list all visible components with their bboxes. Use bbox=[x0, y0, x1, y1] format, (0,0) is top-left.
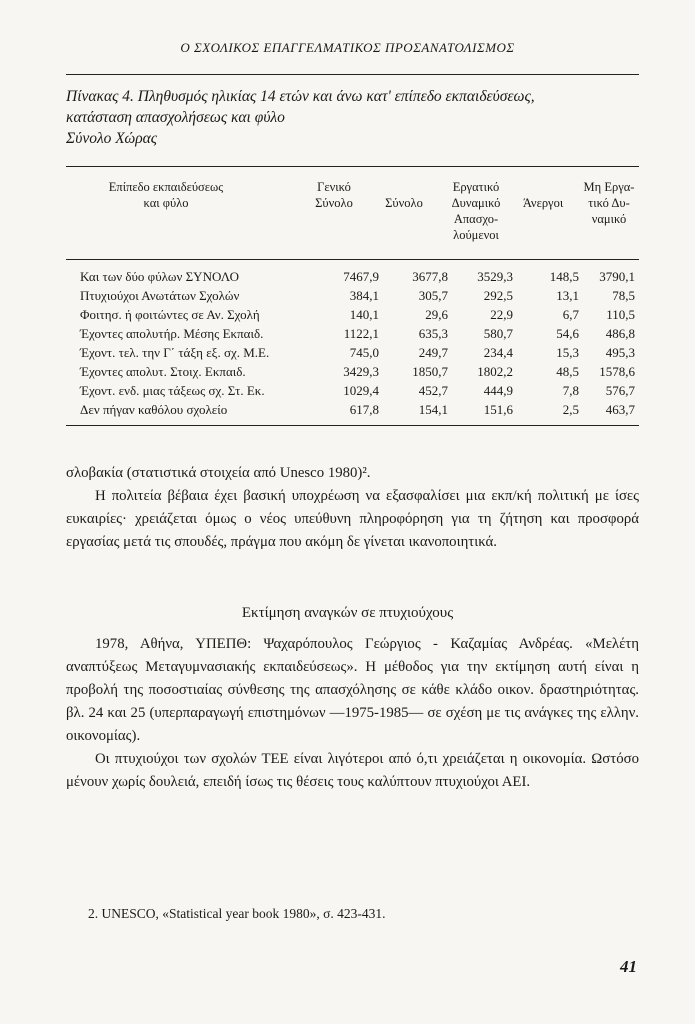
cell-non-labor: 3790,1 bbox=[599, 269, 635, 284]
table-bottom-rule bbox=[66, 425, 639, 426]
cell-total: 452,7 bbox=[418, 383, 448, 398]
cell-non-labor: 463,7 bbox=[605, 402, 635, 417]
paragraph: 1978, Αθήνα, ΥΠΕΠΘ: Ψαχαρόπουλος Γεώργιος - Καζαμίας Ανδρέας. «Μελέτη αναπτύξεως Μεταγυμνασιακής εκπαιδεύσεως». Η μέθοδος για την εκτίμηση αυτή είναι η προβολή της ποσοστιαίας σύνθεσης της απασχόλησης σε κάθε κλάδο οικον. δραστηριότητας. βλ. 24 και 25 (υπερπαραγωγή επιστημόνων —1975-1985— σε σχέση με τις ανάγκες της ελλην. οικονομίας). bbox=[66, 636, 639, 744]
cell-unemployed: 13,1 bbox=[556, 288, 579, 303]
table-row bbox=[66, 326, 639, 343]
cell-general-total: 3429,3 bbox=[343, 364, 379, 379]
row-label: Πτυχιούχοι Ανωτάτων Σχολών bbox=[80, 288, 240, 303]
column-header-employed bbox=[436, 179, 516, 243]
cell-non-labor: 576,7 bbox=[605, 383, 635, 398]
row-label: Έχοντες απολυτήρ. Μέσης Εκπαιδ. bbox=[80, 326, 264, 341]
cell-employed: 151,6 bbox=[483, 402, 513, 417]
cell-general-total: 745,0 bbox=[349, 345, 379, 360]
cell-employed: 234,4 bbox=[483, 345, 513, 360]
table-row bbox=[66, 402, 639, 419]
table-row bbox=[66, 364, 639, 381]
column-header-line: τικό Δυ- bbox=[588, 196, 630, 210]
body-text-bottom bbox=[66, 633, 639, 794]
cell-general-total: 1029,4 bbox=[343, 383, 379, 398]
row-label: Έχοντ. ενδ. μιας τάξεως σχ. Στ. Εκ. bbox=[80, 383, 265, 398]
table-caption bbox=[66, 86, 646, 149]
header-rule bbox=[66, 74, 639, 75]
paragraph: Οι πτυχιούχοι των σχολών ΤΕΕ είναι λιγότεροι από ό,τι χρειάζεται η οικονομία. Ωστόσο μένουν χωρίς δουλειά, επειδή ίσως τις θέσεις τους καλύπτουν πτυχιούχοι ΑΕΙ. bbox=[66, 751, 639, 790]
cell-total: 154,1 bbox=[418, 402, 448, 417]
table-header-rule bbox=[66, 259, 639, 260]
column-header-line: Μη Εργα- bbox=[583, 180, 635, 194]
table-row bbox=[66, 383, 639, 400]
table-row bbox=[66, 288, 639, 305]
cell-total: 29,6 bbox=[425, 307, 448, 322]
column-header-non-labor bbox=[571, 179, 647, 227]
cell-general-total: 384,1 bbox=[349, 288, 379, 303]
column-header-general-total bbox=[298, 179, 370, 211]
cell-non-labor: 110,5 bbox=[606, 307, 635, 322]
body-text-top bbox=[66, 462, 639, 554]
table-caption-line: κατάσταση απασχολήσεως και φύλο bbox=[66, 109, 285, 126]
cell-total: 3677,8 bbox=[412, 269, 448, 284]
column-header-line: Δυναμικό bbox=[451, 196, 501, 210]
paragraph: σλοβακία (στατιστικά στοιχεία από Unesco 1980)². bbox=[66, 465, 371, 481]
table-caption-line: Πίνακας 4. Πληθυσμός ηλικίας 14 ετών και άνω κατ' επίπεδο εκπαιδεύσεως, bbox=[66, 88, 535, 105]
column-header-line: Σύνολο bbox=[315, 196, 353, 210]
running-head: Ο ΣΧΟΛΙΚΟΣ ΕΠΑΓΓΕΛΜΑΤΙΚΟΣ ΠΡΟΣΑΝΑΤΟΛΙΣΜΟΣ bbox=[180, 40, 515, 55]
row-label: Δεν πήγαν καθόλου σχολείο bbox=[80, 402, 228, 417]
cell-total: 305,7 bbox=[418, 288, 448, 303]
cell-unemployed: 7,8 bbox=[562, 383, 579, 398]
column-header-line: ναμικό bbox=[591, 212, 627, 226]
cell-unemployed: 2,5 bbox=[562, 402, 579, 417]
cell-employed: 22,9 bbox=[490, 307, 513, 322]
cell-unemployed: 54,6 bbox=[556, 326, 579, 341]
row-label: Έχοντ. τελ. την Γ΄ τάξη εξ. σχ. Μ.Ε. bbox=[80, 345, 270, 360]
column-header-line: και φύλο bbox=[143, 196, 189, 210]
row-label: Έχοντες απολυτ. Στοιχ. Εκπαιδ. bbox=[80, 364, 246, 379]
cell-employed: 3529,3 bbox=[477, 269, 513, 284]
cell-general-total: 1122,1 bbox=[343, 326, 379, 341]
cell-general-total: 617,8 bbox=[349, 402, 379, 417]
table-row bbox=[66, 307, 639, 324]
column-header-unemployed bbox=[508, 195, 578, 211]
cell-non-labor: 486,8 bbox=[605, 326, 635, 341]
cell-total: 249,7 bbox=[418, 345, 448, 360]
footnote: 2. UNESCO, «Statistical year book 1980», σ. 423-431. bbox=[88, 906, 386, 921]
cell-total: 1850,7 bbox=[412, 364, 448, 379]
cell-non-labor: 1578,6 bbox=[599, 364, 635, 379]
cell-unemployed: 15,3 bbox=[556, 345, 579, 360]
cell-employed: 580,7 bbox=[483, 326, 513, 341]
cell-general-total: 140,1 bbox=[349, 307, 379, 322]
column-header-line: Εργατικό bbox=[452, 180, 500, 194]
row-label: Και των δύο φύλων ΣΥΝΟΛΟ bbox=[80, 269, 240, 284]
paragraph: Η πολιτεία βέβαια έχει βασική υποχρέωση να εξασφαλίσει μια εκπ/κή πολιτική με ίσες ευκαιρίες· χρειάζεται όμως ο νέος υπεύθυνη πληροφόρηση για τη ζήτηση και προσφορά εργασίας μετά τις σπουδές, πράγμα που ακόμη δε γίνεται ικανοποιητικά. bbox=[66, 488, 639, 550]
column-header-line: Άνεργοι bbox=[522, 196, 564, 210]
row-label: Φοιτησ. ή φοιτώντες σε Αν. Σχολή bbox=[80, 307, 260, 322]
column-header-line: Σύνολο bbox=[385, 196, 423, 210]
cell-general-total: 7467,9 bbox=[343, 269, 379, 284]
column-header-level bbox=[66, 179, 266, 211]
section-heading: Εκτίμηση αναγκών σε πτυχιούχους bbox=[241, 605, 454, 621]
cell-total: 635,3 bbox=[418, 326, 448, 341]
page-number: 41 bbox=[620, 957, 637, 976]
column-header-line: Γενικό bbox=[317, 180, 351, 194]
column-header-line: Επίπεδο εκπαιδεύσεως bbox=[108, 180, 224, 194]
column-header-line: λούμενοι bbox=[453, 228, 499, 242]
table-top-rule bbox=[66, 166, 639, 167]
cell-non-labor: 78,5 bbox=[612, 288, 635, 303]
cell-non-labor: 495,3 bbox=[605, 345, 635, 360]
column-header-total bbox=[370, 195, 438, 211]
cell-employed: 444,9 bbox=[483, 383, 513, 398]
column-header-line: Απασχο- bbox=[453, 212, 499, 226]
table-row bbox=[66, 345, 639, 362]
cell-employed: 292,5 bbox=[483, 288, 513, 303]
cell-unemployed: 48,5 bbox=[556, 364, 579, 379]
table-row bbox=[66, 269, 639, 286]
cell-employed: 1802,2 bbox=[477, 364, 513, 379]
table-caption-line: Σύνολο Χώρας bbox=[66, 130, 158, 147]
cell-unemployed: 6,7 bbox=[562, 307, 579, 322]
cell-unemployed: 148,5 bbox=[549, 269, 579, 284]
